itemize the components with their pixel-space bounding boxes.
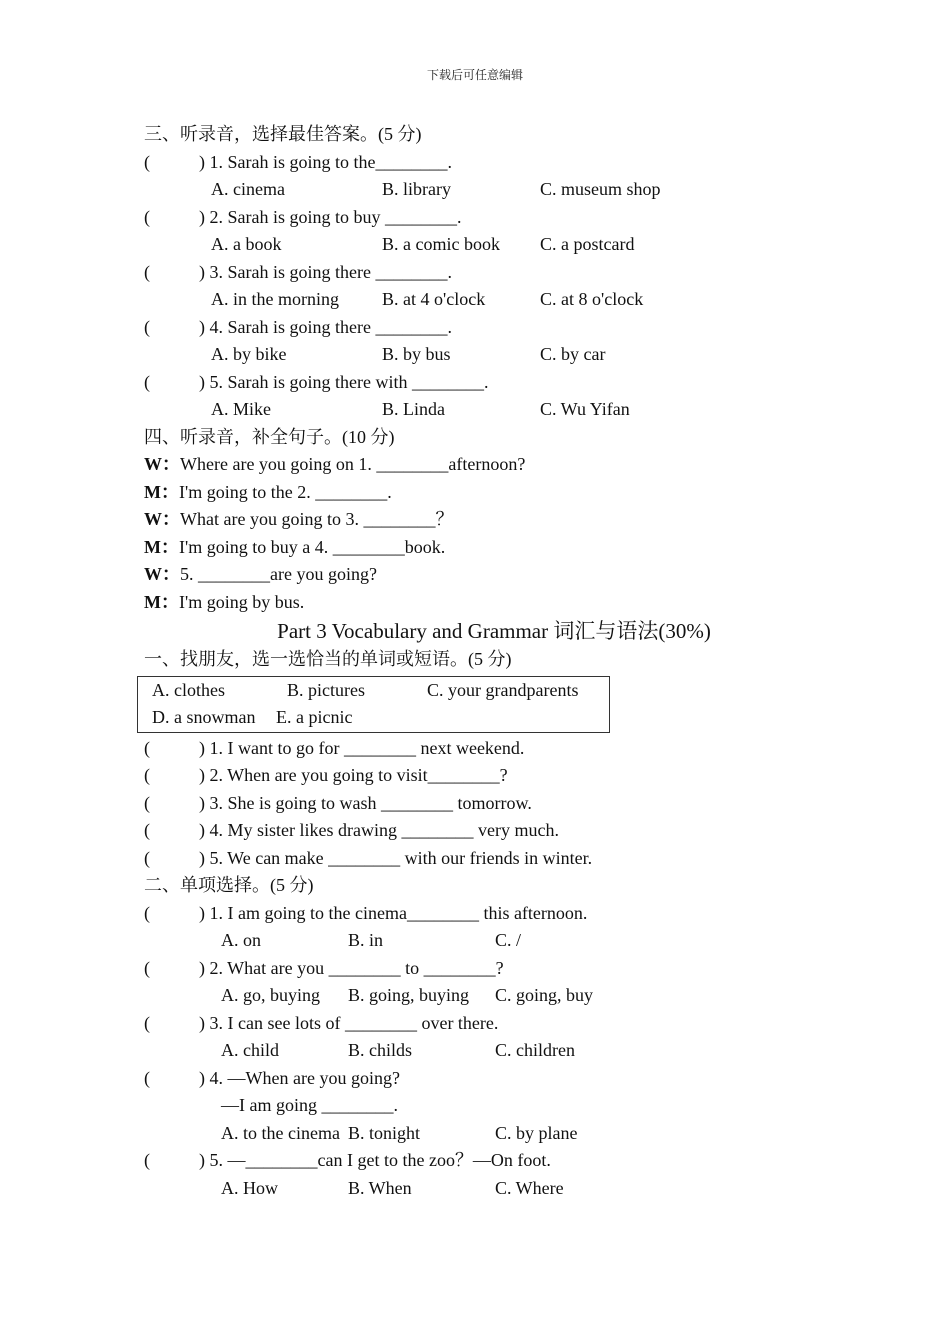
question-line: ( ) 3. She is going to wash ________ tomorrow. xyxy=(144,792,532,813)
options-line xyxy=(144,396,864,424)
question-line: ( ) 2. Sarah is going to buy ________. xyxy=(144,206,462,227)
question-text: ) 2. When are you going to visit________? xyxy=(199,765,508,785)
question-line: ( ) 5. Sarah is going there with ________. xyxy=(144,371,489,392)
option-b: B. at 4 o'clock xyxy=(382,289,486,309)
option-c: C. museum shop xyxy=(540,179,661,199)
option-b: B. going, buying xyxy=(348,985,470,1005)
options-line xyxy=(144,1175,864,1203)
word-bank-c: C. your grandparents xyxy=(427,679,579,700)
question-text: ) 1. I am going to the cinema________ this afternoon. xyxy=(199,902,588,923)
worksheet-content xyxy=(144,121,864,1202)
option-c: C. / xyxy=(495,930,522,950)
option-b: B. in xyxy=(348,930,384,950)
options-line xyxy=(144,927,864,955)
word-bank-a: A. clothes xyxy=(152,679,225,700)
option-b: B. library xyxy=(382,179,451,199)
dialogue-line xyxy=(144,589,864,617)
dialogue-text: 5. ________are you going? xyxy=(180,564,377,584)
question-line: ( ) 1. I want to go for ________ next weekend. xyxy=(144,737,525,758)
question-text: ) 5. Sarah is going there with ________. xyxy=(199,371,489,392)
word-bank-d: D. a snowman xyxy=(152,707,256,727)
question-line: ( ) 4. Sarah is going there ________. xyxy=(144,316,452,337)
question-text: ) 5. —________can I get to the zoo？—On foot. xyxy=(199,1150,551,1170)
speaker-label: M： xyxy=(144,536,179,557)
section-title: 四、听录音，补全句子。(10 分) xyxy=(144,426,395,447)
sub-line: —I am going ________. xyxy=(221,1095,398,1115)
option-a: A. cinema xyxy=(211,179,285,199)
question-text: ) 4. My sister likes drawing ________ very much. xyxy=(199,820,559,840)
question-line: ( ) 2. What are you ________ to ________? xyxy=(144,957,504,978)
option-c: C. Wu Yifan xyxy=(540,399,630,419)
option-b: B. tonight xyxy=(348,1122,421,1143)
option-c: C. at 8 o'clock xyxy=(540,289,644,309)
question-line: ( ) 5. We can make ________ with our friends in winter. xyxy=(144,847,593,868)
option-c: C. a postcard xyxy=(540,234,635,254)
option-b: B. by bus xyxy=(382,344,451,364)
options-line xyxy=(144,341,864,369)
dialogue-line xyxy=(144,479,864,507)
dialogue-text: I'm going to buy a 4. ________book. xyxy=(179,536,446,557)
section-title: 一、找朋友，选一选恰当的单词或短语。(5 分) xyxy=(144,649,512,669)
section-title: 三、听录音，选择最佳答案。(5 分) xyxy=(144,124,422,144)
question-text: ) 3. She is going to wash ________ tomorrow. xyxy=(199,792,532,813)
option-b: B. a comic book xyxy=(382,234,500,254)
options-line xyxy=(144,982,864,1010)
word-bank-b: B. pictures xyxy=(287,679,365,700)
question-text: ) 2. What are you ________ to ________? xyxy=(199,957,504,978)
option-c: C. going, buy xyxy=(495,985,594,1005)
dialogue-line xyxy=(144,534,864,562)
option-a: A. by bike xyxy=(211,344,287,364)
speaker-label: W： xyxy=(144,564,180,584)
question-text: ) 4. —When are you going? xyxy=(199,1067,400,1088)
question-text: ) 3. I can see lots of ________ over there. xyxy=(199,1012,499,1033)
question-text: ) 1. I want to go for ________ next weekend. xyxy=(199,737,525,758)
option-c: C. by car xyxy=(540,344,606,364)
option-c: C. Where xyxy=(495,1177,564,1198)
option-b: B. childs xyxy=(348,1040,413,1060)
word-bank-row xyxy=(145,677,609,705)
speaker-label: W： xyxy=(144,509,180,529)
question-line: ( ) 5. —________can I get to the zoo？—On foot. xyxy=(144,1150,551,1170)
part-title: Part 3 Vocabulary and Grammar 词汇与语法(30%) xyxy=(277,619,711,643)
question-line: ( ) 2. When are you going to visit________? xyxy=(144,765,508,785)
speaker-label: M： xyxy=(144,481,179,502)
dialogue-line xyxy=(144,451,864,479)
option-a: A. to the cinema xyxy=(221,1122,340,1143)
question-line: ( ) 4. My sister likes drawing ________ very much. xyxy=(144,820,559,840)
section-title: 二、单项选择。(5 分) xyxy=(144,875,314,895)
option-a: A. go, buying xyxy=(221,985,320,1005)
option-a: A. How xyxy=(221,1177,278,1198)
answer-line xyxy=(144,1092,864,1120)
question-text: ) 1. Sarah is going to the________. xyxy=(199,151,452,172)
dialogue-text: I'm going by bus. xyxy=(179,591,305,612)
question-line: ( ) 3. I can see lots of ________ over there. xyxy=(144,1012,499,1033)
option-b: B. Linda xyxy=(382,399,445,419)
option-a: A. Mike xyxy=(211,399,271,419)
speaker-label: M： xyxy=(144,591,179,612)
dialogue-text: What are you going to 3. ________？ xyxy=(180,509,454,529)
option-c: C. children xyxy=(495,1040,575,1060)
question-line: ( ) 1. I am going to the cinema________ this afternoon. xyxy=(144,902,588,923)
word-bank-box xyxy=(137,676,610,733)
question-line: ( ) 4. —When are you going? xyxy=(144,1067,400,1088)
question-line: ( ) 1. Sarah is going to the________. xyxy=(144,151,452,172)
option-a: A. in the morning xyxy=(211,289,339,309)
dialogue-text: I'm going to the 2. ________. xyxy=(179,481,392,502)
options-line xyxy=(144,1037,864,1065)
options-line xyxy=(144,176,864,204)
question-text: ) 2. Sarah is going to buy ________. xyxy=(199,206,462,227)
question-text: ) 3. Sarah is going there ________. xyxy=(199,261,452,282)
dialogue-line xyxy=(144,561,864,589)
options-line xyxy=(144,1120,864,1148)
dialogue-line xyxy=(144,506,864,534)
options-line xyxy=(144,286,864,314)
options-line xyxy=(144,231,864,259)
word-bank-row xyxy=(145,704,609,732)
option-a: A. child xyxy=(221,1040,279,1060)
option-b: B. When xyxy=(348,1177,412,1198)
page-header: 下载后可任意编辑 xyxy=(426,68,523,82)
speaker-label: W： xyxy=(144,454,180,474)
option-a: A. on xyxy=(221,930,261,950)
question-text: ) 4. Sarah is going there ________. xyxy=(199,316,452,337)
word-bank-e: E. a picnic xyxy=(276,707,353,727)
option-a: A. a book xyxy=(211,234,282,254)
dialogue-text: Where are you going on 1. ________afternoon? xyxy=(180,454,526,474)
question-text: ) 5. We can make ________ with our friends in winter. xyxy=(199,847,593,868)
question-line: ( ) 3. Sarah is going there ________. xyxy=(144,261,452,282)
option-c: C. by plane xyxy=(495,1122,578,1143)
